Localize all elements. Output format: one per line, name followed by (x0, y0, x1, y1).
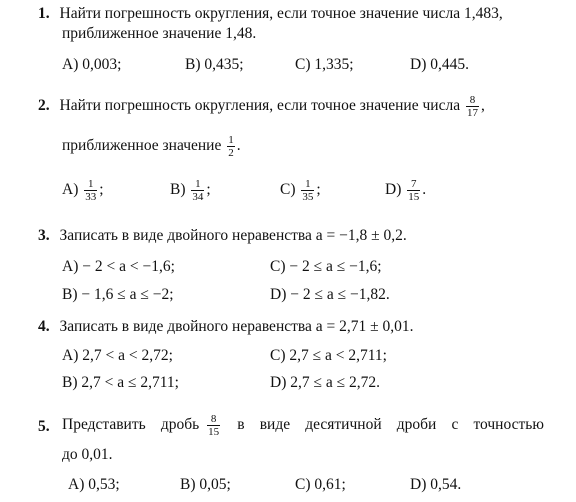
question-text-line2: приближенное значение 1,48. (62, 25, 257, 42)
question-4 (38, 318, 414, 336)
option-label: A) (62, 181, 79, 199)
question-1 (38, 5, 503, 23)
question-text: приближенное значение (62, 137, 222, 155)
option-fraction (191, 178, 204, 203)
fraction-approx (227, 134, 235, 159)
fraction-denominator: 33 (85, 191, 97, 203)
question-5-text (62, 410, 544, 440)
option-d (385, 178, 426, 203)
question-number: 2. (38, 97, 50, 115)
option-b (170, 178, 211, 203)
option-c: C) − 2 ≤ a ≤ −1,6; (270, 258, 382, 275)
question-text-line2 (62, 134, 241, 159)
option-a: A) 0,53; (68, 476, 120, 493)
question-number: 3. (38, 227, 50, 244)
question-text-line2: до 0,01. (62, 446, 113, 463)
fraction-numerator: 1 (195, 178, 201, 190)
word: в (237, 416, 245, 433)
option-d: D) 2,7 ≤ a ≤ 2,72. (270, 374, 380, 391)
option-d: D) 0,445. (410, 56, 469, 73)
question-text: Записать в виде двойного неравенства a = 2,71 ± 0,01. (59, 318, 414, 335)
option-a (62, 178, 104, 203)
option-a: A) 0,003; (62, 56, 122, 73)
option-label: D) (385, 181, 402, 199)
question-5-number (38, 418, 50, 436)
word-with-fraction (161, 413, 222, 438)
option-fraction (407, 178, 420, 203)
punctuation: . (422, 181, 427, 199)
word: с (451, 416, 459, 433)
option-a: A) 2,7 < a < 2,72; (62, 347, 173, 364)
question-fraction (207, 413, 220, 438)
word: дробь (160, 415, 200, 433)
punctuation: ; (316, 181, 321, 199)
fraction-denominator: 17 (466, 107, 478, 119)
option-a: A) − 2 < a < −1,6; (62, 258, 175, 275)
option-fraction (301, 178, 314, 203)
fraction-numerator: 1 (87, 178, 94, 190)
fraction-denominator: 35 (302, 191, 314, 203)
fraction-numerator: 8 (469, 94, 476, 106)
option-fraction (84, 178, 97, 203)
word: десятичной (305, 416, 382, 433)
question-3 (38, 227, 407, 245)
option-c: C) 1,335; (295, 56, 354, 73)
punctuation: ; (99, 181, 104, 199)
fraction-numerator: 7 (410, 178, 417, 190)
fraction-denominator: 2 (228, 147, 234, 159)
question-number: 1. (38, 5, 50, 22)
fraction-numerator: 1 (305, 178, 311, 190)
word: виде (259, 416, 291, 433)
question-2 (38, 94, 485, 119)
option-c (280, 178, 321, 203)
option-d: D) 0,54. (410, 476, 462, 493)
question-text: Записать в виде двойного неравенства a = −1,8 ± 0,2. (59, 227, 407, 244)
fraction-numerator: 1 (228, 134, 234, 146)
option-c: C) 2,7 ≤ a < 2,711; (270, 347, 387, 364)
fraction-exact (466, 94, 479, 119)
option-c: C) 0,61; (295, 476, 346, 493)
option-b: B) 0,05; (180, 476, 231, 493)
fraction-numerator: 8 (210, 412, 217, 425)
fraction-denominator: 15 (208, 425, 220, 438)
option-b: B) 2,7 < a ≤ 2,711; (62, 374, 179, 391)
word: дроби (396, 416, 437, 433)
word: точностью (473, 416, 544, 433)
option-b: B) 0,435; (185, 56, 244, 73)
option-b: B) − 1,6 ≤ a ≤ −2; (62, 286, 174, 303)
punctuation: ; (206, 181, 211, 199)
question-number: 4. (38, 318, 50, 335)
option-label: B) (170, 181, 186, 199)
fraction-denominator: 15 (408, 191, 420, 203)
option-label: C) (280, 181, 296, 199)
question-text: Найти погрешность округления, если точное значение числа (59, 97, 461, 115)
question-number: 5. (38, 418, 50, 435)
word: Представить (62, 416, 146, 433)
question-text: Найти погрешность округления, если точное значение числа 1,483, (59, 5, 503, 22)
option-d: D) − 2 ≤ a ≤ −1,82. (270, 286, 390, 303)
fraction-denominator: 34 (192, 191, 204, 203)
punctuation: , (480, 97, 485, 115)
punctuation: . (236, 137, 241, 155)
